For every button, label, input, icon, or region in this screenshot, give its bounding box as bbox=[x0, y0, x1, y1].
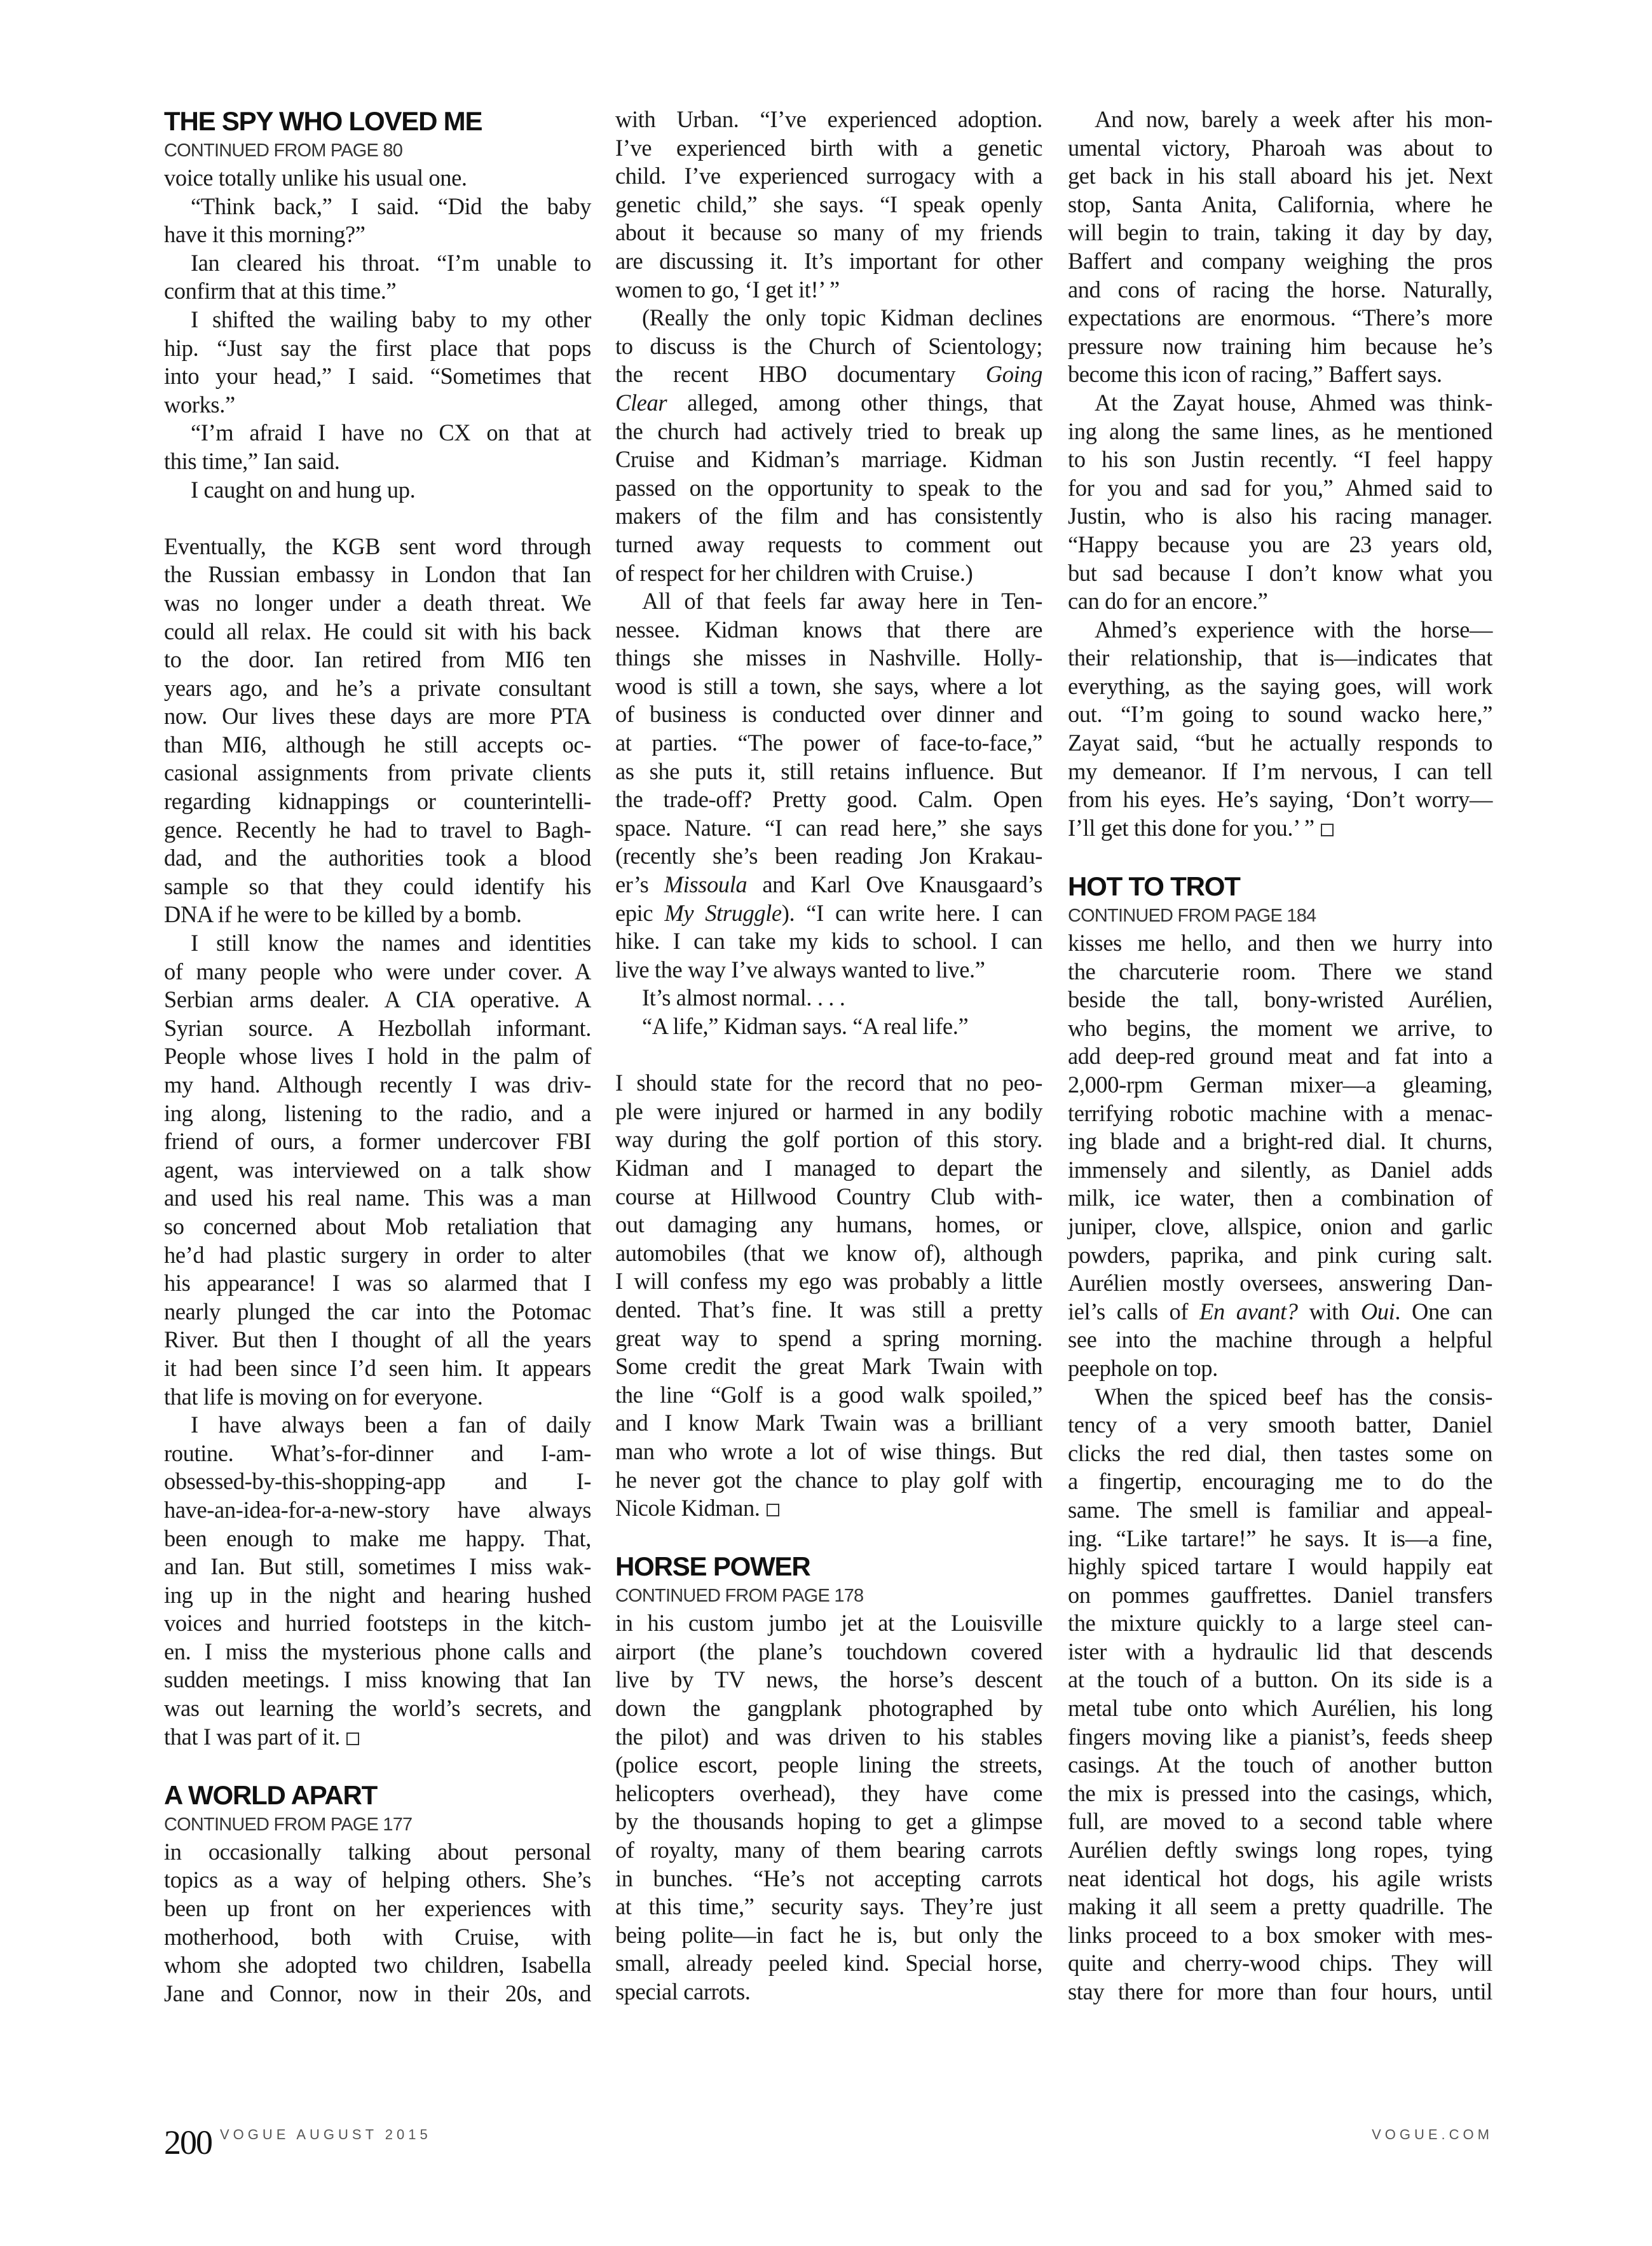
text-line: small, already peeled kind. Special horse, bbox=[615, 1950, 1042, 1977]
text-line: things she misses in Nashville. Holly- bbox=[615, 644, 1042, 671]
text-fragment: epic bbox=[615, 899, 653, 926]
text-line: turned away requests to comment out bbox=[615, 531, 1042, 557]
text-line: being polite—in fact he is, but only the bbox=[615, 1921, 1042, 1948]
text-line: his appearance! I was so alarmed that I bbox=[164, 1270, 591, 1297]
text-line: the trade-off? Pretty good. Calm. Open bbox=[615, 786, 1042, 813]
text-line: nearly plunged the car into the Potomac bbox=[164, 1298, 591, 1324]
text-line: milk, ice water, then a combination of bbox=[1068, 1185, 1492, 1211]
text-line bbox=[1068, 1298, 1492, 1326]
text-line: People whose lives I hold in the palm of bbox=[164, 1043, 591, 1070]
text-line: been up front on her experiences with bbox=[164, 1895, 591, 1922]
text-line: confirm that at this time.” bbox=[164, 278, 397, 304]
text-line: “Think back,” I said. “Did the baby bbox=[191, 193, 591, 219]
text-line bbox=[615, 360, 1042, 389]
text-line: live the way I’ve always wanted to live.” bbox=[615, 956, 985, 983]
text-fragment: I’ll get this done for you.’ ” bbox=[1068, 814, 1314, 841]
text-line: making it all seem a pretty quadrille. The bbox=[1068, 1893, 1492, 1920]
text-line: routine. What’s-for-dinner and I-am- bbox=[164, 1439, 591, 1466]
text-line: hike. I can take my kids to school. I can bbox=[615, 928, 1042, 955]
text-line: add deep-red ground meat and fat into a bbox=[1068, 1043, 1492, 1070]
text-line: ing along, listening to the radio, and a bbox=[164, 1099, 591, 1126]
text-line: links proceed to a box smoker with mes- bbox=[1068, 1921, 1492, 1948]
text-line: I still know the names and identities bbox=[191, 930, 591, 956]
text-line: nessee. Kidman knows that there are bbox=[615, 616, 1042, 643]
text-line: who begins, the moment we arrive, to bbox=[1068, 1014, 1492, 1041]
text-line: All of that feels far away here in Ten- bbox=[642, 588, 1042, 615]
text-line: topics as a way of helping others. She’s bbox=[164, 1867, 591, 1893]
text-line: Ahmed’s experience with the horse— bbox=[1095, 616, 1492, 643]
text-line: see into the machine through a helpful bbox=[1068, 1326, 1492, 1353]
headline-trot: HOT TO TROT bbox=[1068, 871, 1240, 902]
text-line: helicopters overhead), they have come bbox=[615, 1780, 1042, 1806]
text-line: highly spiced tartare I would happily eat bbox=[1068, 1553, 1492, 1580]
text-line: was out learning the world’s secrets, and bbox=[164, 1695, 591, 1722]
text-line: Ian cleared his throat. “I’m unable to bbox=[191, 249, 591, 276]
text-line: River. But then I thought of all the years bbox=[164, 1326, 591, 1353]
text-fragment: iel’s calls of bbox=[1068, 1298, 1189, 1324]
text-line: dad, and the authorities took a blood bbox=[164, 845, 591, 871]
text-line: en. I miss the mysterious phone calls and bbox=[164, 1638, 591, 1664]
text-line: (recently she’s been reading Jon Krakau- bbox=[615, 843, 1042, 869]
text-line bbox=[1068, 814, 1492, 843]
text-line: the mixture quickly to a large steel can- bbox=[1068, 1610, 1492, 1637]
text-line: than MI6, although he still accepts oc- bbox=[164, 731, 591, 758]
text-line: metal tube onto which Aurélien, his long bbox=[1068, 1695, 1492, 1722]
text-line: of royalty, many of them bearing carrots bbox=[615, 1837, 1042, 1863]
text-line: have it this morning?” bbox=[164, 221, 365, 248]
page-footer bbox=[164, 2125, 1493, 2163]
text-line: at parties. “The power of face-to-face,” bbox=[615, 730, 1042, 756]
text-line: ing blade and a bright-red dial. It churns, bbox=[1068, 1128, 1492, 1155]
text-line: voices and hurried footsteps in the kitch- bbox=[164, 1610, 591, 1637]
text-line: are discussing it. It’s important for other bbox=[615, 247, 1042, 274]
text-line: with Urban. “I’ve experienced adoption. bbox=[615, 106, 1042, 132]
text-fragment: . One can bbox=[1395, 1298, 1492, 1324]
text-line: out damaging any humans, homes, or bbox=[615, 1211, 1042, 1238]
text-line: powders, paprika, and pink curing salt. bbox=[1068, 1241, 1492, 1268]
text-line: casings. At the touch of another button bbox=[1068, 1752, 1492, 1778]
text-fragment: with bbox=[1309, 1298, 1349, 1324]
text-line: terrifying robotic machine with a menac- bbox=[1068, 1099, 1492, 1126]
text-line: When the spiced beef has the consis- bbox=[1095, 1383, 1492, 1410]
text-line: sudden meetings. I miss knowing that Ian bbox=[164, 1666, 591, 1693]
text-line: (Really the only topic Kidman declines bbox=[642, 304, 1042, 331]
text-line: women to go, ‘I get it!’ ” bbox=[615, 276, 840, 303]
text-line: become this icon of racing,” Baffert says. bbox=[1068, 361, 1442, 388]
issue-label: VOGUE AUGUST 2015 bbox=[220, 2127, 432, 2142]
text-line: the charcuterie room. There we stand bbox=[1068, 958, 1492, 984]
text-line: Justin, who is also his racing manager. bbox=[1068, 503, 1492, 529]
text-line: I will confess my ego was probably a little bbox=[615, 1268, 1042, 1295]
text-line: was no longer under a death threat. We bbox=[164, 589, 591, 616]
title-italic: Missoula bbox=[664, 871, 747, 898]
text-line: will begin to train, taking it day by day, bbox=[1068, 219, 1492, 246]
text-line: as she puts it, still retains influence. But bbox=[615, 758, 1042, 784]
text-line: whom she adopted two children, Isabella bbox=[164, 1952, 591, 1978]
text-line: space. Nature. “I can read here,” she says bbox=[615, 814, 1042, 841]
text-line: at the touch of a button. On its side is a bbox=[1068, 1666, 1492, 1693]
continued-from-trot: CONTINUED FROM PAGE 184 bbox=[1068, 906, 1316, 927]
text-line: casional assignments from private clients bbox=[164, 759, 591, 786]
text-line: this time,” Ian said. bbox=[164, 447, 340, 474]
text-line: pressure now training him because he’s bbox=[1068, 332, 1492, 359]
title-italic: My Struggle bbox=[664, 899, 782, 926]
text-line: and cons of racing the horse. Naturally, bbox=[1068, 276, 1492, 303]
text-line: in his custom jumbo jet at the Louisville bbox=[615, 1610, 1042, 1637]
text-line: get back in his stall aboard his jet. Next bbox=[1068, 163, 1492, 189]
text-line: so concerned about Mob retaliation that bbox=[164, 1213, 591, 1239]
text-line: that life is moving on for everyone. bbox=[164, 1383, 483, 1410]
text-line: out. “I’m going to sound wacko here,” bbox=[1068, 701, 1492, 728]
text-line: he’d had plastic surgery in order to alter bbox=[164, 1241, 591, 1268]
text-fragment: Nicole Kidman. bbox=[615, 1495, 760, 1521]
text-line: Kidman and I managed to depart the bbox=[615, 1154, 1042, 1181]
end-mark-icon bbox=[1321, 824, 1334, 836]
text-line: agent, was interviewed on a talk show bbox=[164, 1156, 591, 1183]
text-line: way during the golf portion of this story. bbox=[615, 1126, 1042, 1153]
text-line: “I’m afraid I have no CX on that at bbox=[191, 419, 591, 446]
text-line: airport (the plane’s touchdown covered bbox=[615, 1638, 1042, 1664]
text-line: immensely and silently, as Daniel adds bbox=[1068, 1156, 1492, 1183]
text-line: works.” bbox=[164, 391, 235, 418]
text-line: the mix is pressed into the casings, which, bbox=[1068, 1780, 1492, 1806]
text-line: to his son Justin recently. “I feel happy bbox=[1068, 446, 1492, 473]
text-line: Zayat said, “but he actually responds to bbox=[1068, 730, 1492, 756]
text-line: down the gangplank photographed by bbox=[615, 1695, 1042, 1722]
text-line: and I know Mark Twain was a brilliant bbox=[615, 1410, 1042, 1436]
text-line: my demeanor. If I’m nervous, I can tell bbox=[1068, 758, 1492, 784]
text-line: DNA if he were to be killed by a bomb. bbox=[164, 901, 522, 928]
continued-from-world: CONTINUED FROM PAGE 177 bbox=[164, 1814, 413, 1835]
headline-horse: HORSE POWER bbox=[615, 1551, 810, 1582]
text-line: could all relax. He could sit with his back bbox=[164, 618, 591, 644]
text-line: I have always been a fan of daily bbox=[191, 1412, 591, 1438]
section-break bbox=[615, 1041, 1042, 1070]
text-line: of business is conducted over dinner and bbox=[615, 701, 1042, 728]
text-line: a fingertip, encouraging me to do the bbox=[1068, 1468, 1492, 1495]
text-line: and used his real name. This was a man bbox=[164, 1185, 591, 1211]
text-line: hip. “Just say the first place that pops bbox=[164, 334, 591, 361]
text-line: obsessed-by-this-shopping-app and I- bbox=[164, 1468, 591, 1495]
text-line: of many people who were under cover. A bbox=[164, 958, 591, 984]
text-line: for you and sad for you,” Ahmed said to bbox=[1068, 474, 1492, 501]
text-line: automobiles (that we know of), although bbox=[615, 1239, 1042, 1266]
text-line: juniper, clove, allspice, onion and garlic bbox=[1068, 1213, 1492, 1239]
text-line: And now, barely a week after his mon- bbox=[1095, 106, 1492, 132]
text-line: of respect for her children with Cruise.) bbox=[615, 559, 973, 586]
text-fragment: and Karl Ove Knausgaard’s bbox=[762, 871, 1042, 898]
text-line: 2,000-rpm German mixer—a gleaming, bbox=[1068, 1072, 1492, 1098]
text-line: stay there for more than four hours, until bbox=[1068, 1978, 1492, 2004]
text-line: same. The smell is familiar and appeal- bbox=[1068, 1496, 1492, 1523]
headline-world: A WORLD APART bbox=[164, 1780, 378, 1810]
text-line: voice totally unlike his usual one. bbox=[164, 165, 467, 191]
page-number: 200 bbox=[164, 2123, 212, 2161]
text-line: been enough to make me happy. That, bbox=[164, 1525, 591, 1551]
text-line: stop, Santa Anita, California, where he bbox=[1068, 191, 1492, 217]
text-line: great way to spend a spring morning. bbox=[615, 1324, 1042, 1351]
text-line bbox=[615, 1494, 1042, 1523]
text-line: can do for an encore.” bbox=[1068, 588, 1268, 615]
text-line: umental victory, Pharoah was about to bbox=[1068, 134, 1492, 161]
text-line: from his eyes. He’s saying, ‘Don’t worry— bbox=[1068, 786, 1492, 813]
text-line: man who wrote a lot of wise things. But bbox=[615, 1438, 1042, 1464]
text-line: expectations are enormous. “There’s more bbox=[1068, 304, 1492, 331]
text-line: by the thousands hoping to get a glimpse bbox=[615, 1808, 1042, 1835]
phrase-italic: En avant? bbox=[1199, 1298, 1298, 1324]
text-line: course at Hillwood Country Club with- bbox=[615, 1183, 1042, 1209]
text-line: special carrots. bbox=[615, 1978, 751, 2004]
text-line: full, are moved to a second table where bbox=[1068, 1808, 1492, 1835]
text-line: genetic child,” she says. “I speak openly bbox=[615, 191, 1042, 217]
headline-spy: THE SPY WHO LOVED ME bbox=[164, 106, 482, 136]
text-line: Some credit the great Mark Twain with bbox=[615, 1353, 1042, 1380]
text-line: fingers moving like a pianist’s, feeds sheep bbox=[1068, 1723, 1492, 1750]
text-fragment: ). “I can write here. I can bbox=[781, 899, 1042, 926]
column-2 bbox=[615, 105, 1042, 2006]
text-line: Serbian arms dealer. A CIA operative. A bbox=[164, 986, 591, 1013]
text-line: years ago, and he’s a private consultant bbox=[164, 674, 591, 701]
text-line: ple were injured or harmed in any bodily bbox=[615, 1098, 1042, 1124]
text-line: wood is still a town, she says, where a lot bbox=[615, 672, 1042, 699]
text-line: sample so that they could identify his bbox=[164, 873, 591, 899]
text-line: “A life,” Kidman says. “A real life.” bbox=[642, 1013, 969, 1039]
column-1 bbox=[164, 105, 591, 2008]
text-line: my hand. Although recently I was driv- bbox=[164, 1072, 591, 1098]
website-label: VOGUE.COM bbox=[1372, 2127, 1493, 2142]
title-italic: Clear bbox=[615, 389, 667, 416]
text-line bbox=[615, 389, 1042, 418]
text-line: but sad because I don’t know what you bbox=[1068, 559, 1492, 586]
text-line: Aurélien deftly swings long ropes, tying bbox=[1068, 1837, 1492, 1863]
text-line: kisses me hello, and then we hurry into bbox=[1068, 930, 1492, 956]
text-line: the line “Golf is a good walk spoiled,” bbox=[615, 1381, 1042, 1408]
continued-from-horse: CONTINUED FROM PAGE 178 bbox=[615, 1586, 864, 1607]
text-line: ing along the same lines, as he mentioned bbox=[1068, 418, 1492, 444]
text-line: have-an-idea-for-a-new-story have always bbox=[164, 1496, 591, 1523]
text-line: ister with a hydraulic lid that descends bbox=[1068, 1638, 1492, 1664]
text-line: Aurélien mostly oversees, answering Dan- bbox=[1068, 1270, 1492, 1297]
text-line: peephole on top. bbox=[1068, 1354, 1218, 1381]
text-line: Baffert and company weighing the pros bbox=[1068, 247, 1492, 274]
text-line: makers of the film and has consistently bbox=[615, 503, 1042, 529]
text-line: about it because so many of my friends bbox=[615, 219, 1042, 246]
text-line: on pommes gauffrettes. Daniel transfers bbox=[1068, 1581, 1492, 1608]
section-break bbox=[1068, 842, 1492, 871]
text-line: I caught on and hung up. bbox=[191, 476, 416, 503]
text-line: regarding kidnappings or counterintelli- bbox=[164, 788, 591, 815]
text-line: I shifted the wailing baby to my other bbox=[191, 306, 591, 332]
text-line: Cruise and Kidman’s marriage. Kidman bbox=[615, 446, 1042, 473]
text-line: their relationship, that is—indicates that bbox=[1068, 644, 1492, 671]
text-line: now. Our lives these days are more PTA bbox=[164, 703, 591, 730]
text-line: quite and cherry-wood chips. They will bbox=[1068, 1950, 1492, 1977]
text-line: to discuss is the Church of Scientology; bbox=[615, 332, 1042, 359]
text-line: into your head,” I said. “Sometimes that bbox=[164, 363, 591, 390]
text-line: at this time,” security says. They’re just bbox=[615, 1893, 1042, 1920]
text-line bbox=[615, 899, 1042, 928]
text-line: (police escort, people lining the streets, bbox=[615, 1752, 1042, 1778]
continued-from-spy: CONTINUED FROM PAGE 80 bbox=[164, 140, 403, 161]
text-line: dented. That’s fine. It was still a pretty bbox=[615, 1296, 1042, 1323]
text-line: ing up in the night and hearing hushed bbox=[164, 1581, 591, 1608]
text-line: he never got the chance to play golf with bbox=[615, 1466, 1042, 1493]
text-line: Jane and Connor, now in their 20s, and bbox=[164, 1980, 591, 2006]
text-line: I’ve experienced birth with a genetic bbox=[615, 134, 1042, 161]
text-line: beside the tall, bony-wristed Aurélien, bbox=[1068, 986, 1492, 1013]
text-line: gence. Recently he had to travel to Bagh- bbox=[164, 816, 591, 843]
end-mark-icon bbox=[346, 1732, 359, 1745]
section-break bbox=[615, 1523, 1042, 1551]
text-line: motherhood, both with Cruise, with bbox=[164, 1923, 591, 1950]
text-line: clicks the red dial, then tastes some on bbox=[1068, 1439, 1492, 1466]
title-italic: Going bbox=[985, 361, 1042, 388]
text-fragment: the recent HBO documentary bbox=[615, 361, 956, 388]
text-line: and Ian. But still, sometimes I miss wak- bbox=[164, 1553, 591, 1580]
text-line: At the Zayat house, Ahmed was think- bbox=[1095, 389, 1492, 416]
text-line: I should state for the record that no peo- bbox=[615, 1070, 1042, 1096]
text-line: tency of a very smooth batter, Daniel bbox=[1068, 1412, 1492, 1438]
text-line bbox=[164, 1723, 591, 1752]
text-line: it had been since I’d seen him. It appears bbox=[164, 1354, 591, 1381]
text-line: the Russian embassy in London that Ian bbox=[164, 561, 591, 588]
text-line: to the door. Ian retired from MI6 ten bbox=[164, 646, 591, 673]
text-line: in bunches. “He’s not accepting carrots bbox=[615, 1865, 1042, 1891]
end-mark-icon bbox=[767, 1504, 779, 1516]
text-line: ing. “Like tartare!” he says. It is—a fine, bbox=[1068, 1525, 1492, 1551]
column-3 bbox=[1068, 105, 1492, 2006]
text-line: child. I’ve experienced surrogacy with a bbox=[615, 163, 1042, 189]
text-line: friend of ours, a former undercover FBI bbox=[164, 1128, 591, 1155]
text-line: “Happy because you are 23 years old, bbox=[1068, 531, 1492, 557]
text-fragment: alleged, among other things, that bbox=[687, 389, 1042, 416]
section-break bbox=[164, 1751, 591, 1780]
text-line: live by TV news, the horse’s descent bbox=[615, 1666, 1042, 1693]
text-line: in occasionally talking about personal bbox=[164, 1838, 591, 1865]
text-fragment: er’s bbox=[615, 871, 649, 898]
text-line: everything, as the saying goes, will work bbox=[1068, 672, 1492, 699]
section-break bbox=[164, 504, 591, 533]
text-line: It’s almost normal. . . . bbox=[642, 984, 845, 1011]
text-line bbox=[615, 871, 1042, 899]
phrase-italic: Oui bbox=[1360, 1298, 1395, 1324]
text-line: neat identical hot dogs, his agile wrists bbox=[1068, 1865, 1492, 1891]
text-line: the church had actively tried to break up bbox=[615, 418, 1042, 444]
text-line: Eventually, the KGB sent word through bbox=[164, 533, 591, 559]
text-line: passed on the opportunity to speak to the bbox=[615, 474, 1042, 501]
text-line: the pilot) and was driven to his stables bbox=[615, 1723, 1042, 1750]
text-line: Syrian source. A Hezbollah informant. bbox=[164, 1014, 591, 1041]
text-fragment: that I was part of it. bbox=[164, 1723, 341, 1750]
